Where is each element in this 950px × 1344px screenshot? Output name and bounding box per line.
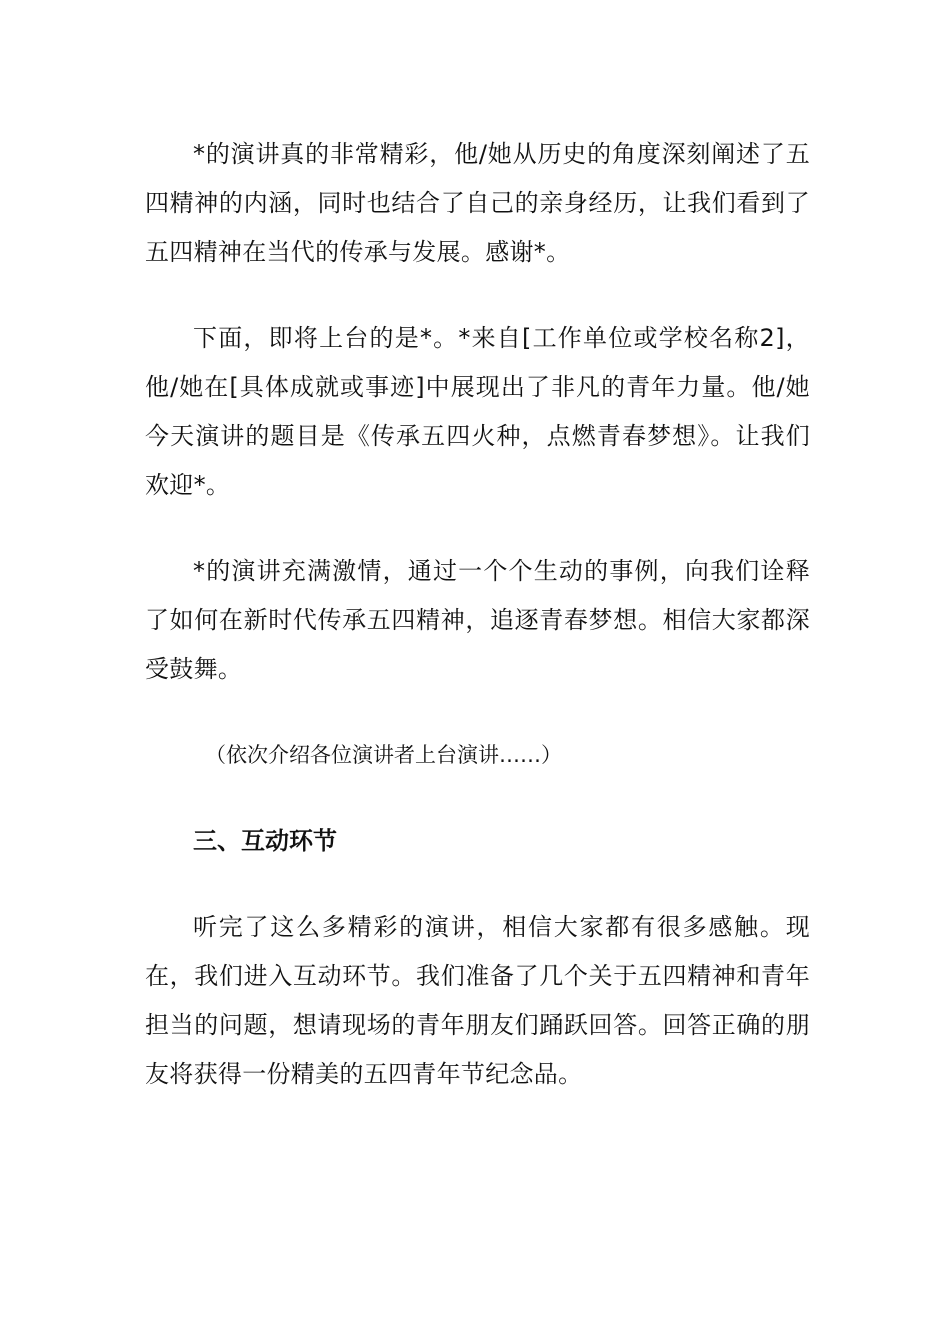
section-heading: 三、互动环节: [193, 827, 337, 855]
paragraph-speech-review: *的演讲真的非常精彩，他/她从历史的角度深刻阐述了五四精神的内涵，同时也结合了自己的亲身经历，让我们看到了五四精神在当代的传承与发展。感谢*。: [145, 140, 810, 266]
paragraph-spacer: [145, 866, 810, 903]
paragraph-interaction-intro: 听完了这么多精彩的演讲，相信大家都有很多感触。现在，我们进入互动环节。我们准备了几个关于五四精神和青年担当的问题，想请现场的青年朋友们踊跃回答。回答正确的朋友将获得一份精美的五四青年节纪念品。: [145, 913, 810, 1088]
paragraph-spacer: [145, 780, 810, 817]
document-body: [145, 130, 810, 1099]
paragraph-spacer: [145, 510, 810, 547]
paragraph-speech-praise: *的演讲充满激情，通过一个个生动的事例，向我们诠释了如何在新时代传承五四精神，追逐青春梦想。相信大家都深受鼓舞。: [145, 557, 810, 683]
stage-direction-note: （依次介绍各位演讲者上台演讲……）: [205, 743, 562, 767]
paragraph-spacer: [145, 277, 810, 314]
paragraph-next-speaker: 下面，即将上台的是*。*来自[工作单位或学校名称2]，他/她在[具体成就或事迹]中展现出了非凡的青年力量。他/她今天演讲的题目是《传承五四火种，点燃青春梦想》。让我们欢迎*。: [145, 324, 810, 499]
paragraph-spacer: [145, 694, 810, 731]
